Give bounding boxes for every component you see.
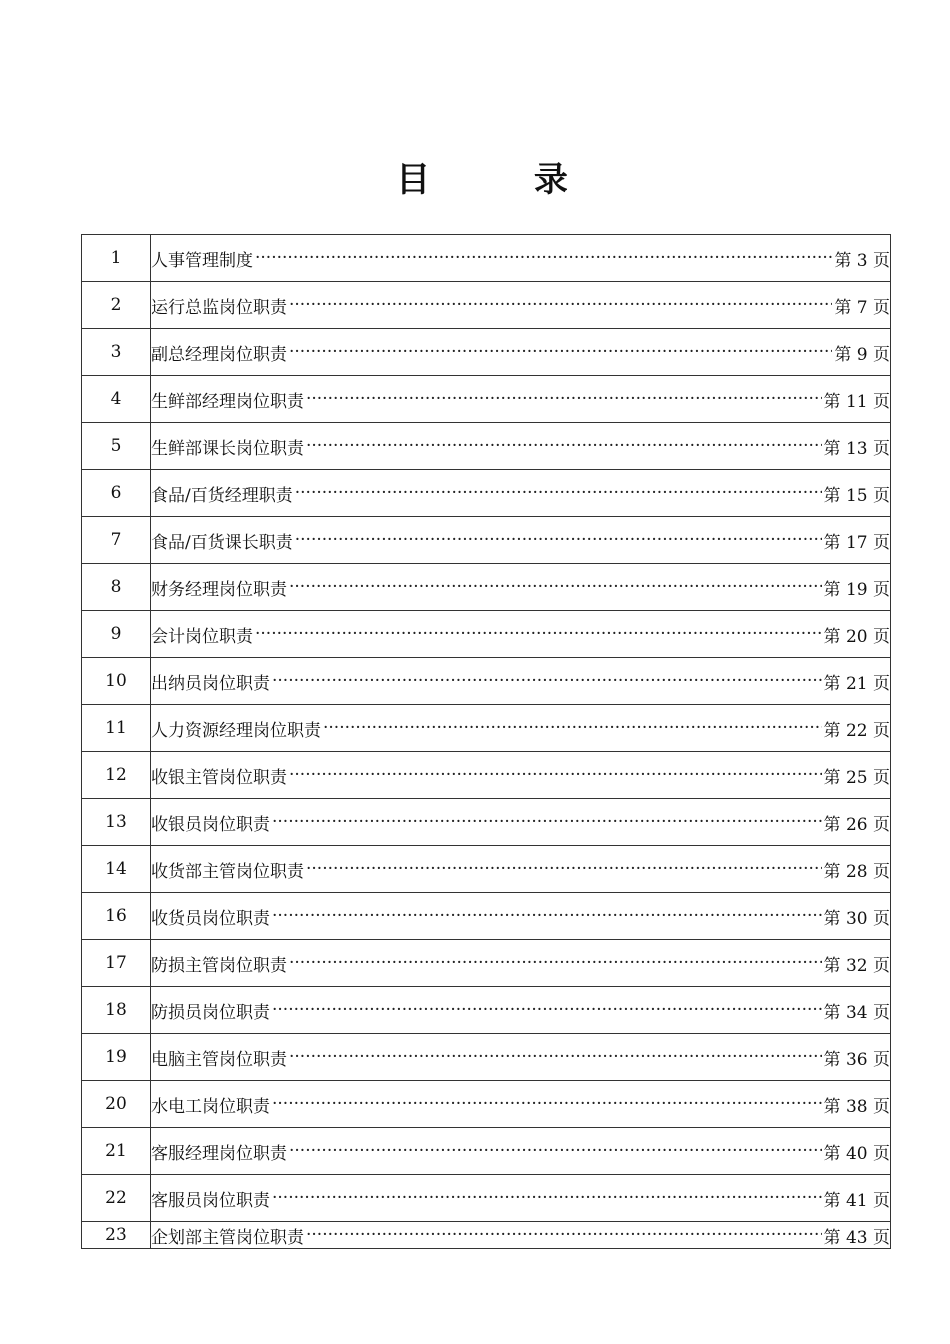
row-page: 第 26 页 <box>823 814 890 835</box>
dot-leader <box>306 859 822 879</box>
row-number: 11 <box>82 705 151 752</box>
row-label[interactable]: 食品/百货经理职责 <box>151 485 293 506</box>
dot-leader <box>306 436 822 456</box>
table-row <box>82 470 891 517</box>
row-label[interactable]: 收货员岗位职责 <box>151 908 270 929</box>
dot-leader <box>272 1000 822 1020</box>
row-label[interactable]: 企划部主管岗位职责 <box>151 1227 304 1248</box>
row-number: 9 <box>82 611 151 658</box>
toc-table <box>81 234 891 1249</box>
dot-leader <box>289 1141 822 1161</box>
row-label[interactable]: 运行总监岗位职责 <box>151 297 287 318</box>
row-page: 第 43 页 <box>823 1227 890 1248</box>
table-row <box>82 282 891 329</box>
row-page: 第 30 页 <box>823 908 890 929</box>
row-page: 第 40 页 <box>823 1143 890 1164</box>
row-page: 第 28 页 <box>823 861 890 882</box>
row-page: 第 34 页 <box>823 1002 890 1023</box>
row-page: 第 13 页 <box>823 438 890 459</box>
dot-leader <box>272 906 822 926</box>
dot-leader <box>255 624 822 644</box>
row-label[interactable]: 收货部主管岗位职责 <box>151 861 304 882</box>
dot-leader <box>272 1094 822 1114</box>
table-row <box>82 517 891 564</box>
table-row <box>82 752 891 799</box>
row-number: 22 <box>82 1175 151 1222</box>
row-page: 第 41 页 <box>823 1190 890 1211</box>
row-page: 第 21 页 <box>823 673 890 694</box>
row-label[interactable]: 人力资源经理岗位职责 <box>151 720 321 741</box>
dot-leader <box>295 530 822 550</box>
table-row <box>82 893 891 940</box>
row-number: 3 <box>82 329 151 376</box>
row-page: 第 19 页 <box>823 579 890 600</box>
table-row <box>82 658 891 705</box>
row-page: 第 15 页 <box>823 485 890 506</box>
row-label[interactable]: 生鲜部经理岗位职责 <box>151 391 304 412</box>
row-page: 第 25 页 <box>823 767 890 788</box>
row-label[interactable]: 财务经理岗位职责 <box>151 579 287 600</box>
row-label[interactable]: 防损员岗位职责 <box>151 1002 270 1023</box>
dot-leader <box>295 483 822 503</box>
row-number: 1 <box>82 235 151 282</box>
row-page: 第 22 页 <box>823 720 890 741</box>
dot-leader <box>289 295 832 315</box>
dot-leader <box>289 342 832 362</box>
row-page: 第 17 页 <box>823 532 890 553</box>
row-page: 第 11 页 <box>823 391 890 412</box>
row-label[interactable]: 食品/百货课长职责 <box>151 532 293 553</box>
table-row <box>82 611 891 658</box>
row-label[interactable]: 副总经理岗位职责 <box>151 344 287 365</box>
row-number: 14 <box>82 846 151 893</box>
row-number: 21 <box>82 1128 151 1175</box>
row-label[interactable]: 收银员岗位职责 <box>151 814 270 835</box>
table-row <box>82 1081 891 1128</box>
table-row <box>82 1222 891 1249</box>
row-number: 10 <box>82 658 151 705</box>
table-row <box>82 1175 891 1222</box>
toc-body <box>82 235 891 1249</box>
dot-leader <box>272 671 822 691</box>
row-page: 第 38 页 <box>823 1096 890 1117</box>
row-number: 23 <box>82 1222 151 1249</box>
row-label[interactable]: 人事管理制度 <box>151 250 253 271</box>
dot-leader <box>289 953 822 973</box>
table-row <box>82 235 891 282</box>
row-number: 12 <box>82 752 151 799</box>
table-row <box>82 564 891 611</box>
dot-leader <box>272 1188 822 1208</box>
row-page: 第 20 页 <box>823 626 890 647</box>
row-label[interactable]: 客服经理岗位职责 <box>151 1143 287 1164</box>
row-page: 第 7 页 <box>834 297 890 318</box>
row-number: 18 <box>82 987 151 1034</box>
row-label[interactable]: 出纳员岗位职责 <box>151 673 270 694</box>
page-title: 目 录 <box>396 160 614 200</box>
table-row <box>82 799 891 846</box>
row-number: 6 <box>82 470 151 517</box>
dot-leader <box>289 765 822 785</box>
row-page: 第 36 页 <box>823 1049 890 1070</box>
dot-leader <box>289 577 822 597</box>
row-number: 5 <box>82 423 151 470</box>
row-number: 16 <box>82 893 151 940</box>
table-row <box>82 329 891 376</box>
table-row <box>82 423 891 470</box>
row-number: 8 <box>82 564 151 611</box>
row-label[interactable]: 收银主管岗位职责 <box>151 767 287 788</box>
row-label[interactable]: 会计岗位职责 <box>151 626 253 647</box>
row-label[interactable]: 水电工岗位职责 <box>151 1096 270 1117</box>
table-row <box>82 846 891 893</box>
row-number: 7 <box>82 517 151 564</box>
row-number: 4 <box>82 376 151 423</box>
row-number: 19 <box>82 1034 151 1081</box>
row-page: 第 3 页 <box>834 250 890 271</box>
dot-leader <box>306 389 822 409</box>
row-page: 第 9 页 <box>834 344 890 365</box>
row-number: 17 <box>82 940 151 987</box>
row-label[interactable]: 客服员岗位职责 <box>151 1190 270 1211</box>
dot-leader <box>289 1047 822 1067</box>
table-row <box>82 1034 891 1081</box>
dot-leader <box>272 812 822 832</box>
dot-leader <box>255 248 832 268</box>
row-label[interactable]: 生鲜部课长岗位职责 <box>151 438 304 459</box>
row-label[interactable]: 防损主管岗位职责 <box>151 955 287 976</box>
row-number: 2 <box>82 282 151 329</box>
table-row <box>82 376 891 423</box>
row-number: 20 <box>82 1081 151 1128</box>
table-row <box>82 1128 891 1175</box>
table-row <box>82 940 891 987</box>
table-row <box>82 705 891 752</box>
row-label[interactable]: 电脑主管岗位职责 <box>151 1049 287 1070</box>
row-number: 13 <box>82 799 151 846</box>
table-row <box>82 987 891 1034</box>
dot-leader <box>323 718 822 738</box>
row-page: 第 32 页 <box>823 955 890 976</box>
dot-leader <box>306 1225 822 1245</box>
